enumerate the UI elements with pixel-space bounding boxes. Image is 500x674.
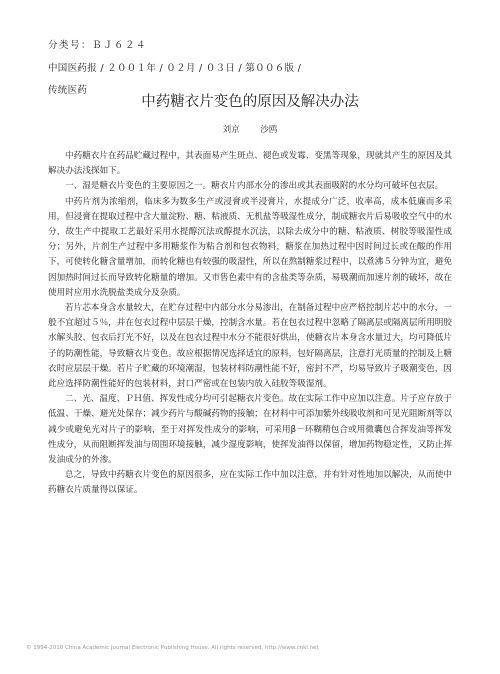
paragraph-intro: 中药糖衣片在药品贮藏过程中，其表面易产生斑点、褪色或发霉、变黑等现象，现就其产生的原因及其解决办法浅探如下。 (48, 151, 452, 177)
article-title: 中药糖衣片变色的原因及解决办法 (141, 94, 359, 110)
paragraph-extraction-syrup: 中药片剂为浓缩剂，临床多为数多生产或浸膏或半浸膏片，水提成分广泛，收率高，成本低廉而多采用，但浸膏在提取过程中含大量淀粉、糖、粘液质、无机盐等吸湿性成分，制成糖衣片后易吸收空气中的水分，故生产中提取工艺最好采用水提醇沉法或醇提水沉法，以除去成分中的糖、粘液质、树胶等吸湿性成分；另外，片剂生产过程中多用糖浆作为粘合剂和包衣物料，糖浆在加热过程中因时间过长或在酸的作用下，可使转化糖含量增加，而转化糖也有较强的吸湿性，所以在熬制糖浆过程中，以煮沸５分钟为宜，避免因加热时间过长而导致转化糖量的增加。又市售色素中有的含盐类等杂质，易吸潮而加速片剂的破坏，故在使用时应用水洗脱盐类成分及杂质。 (48, 196, 452, 298)
article-authors: 刘京 沙鸥 (222, 125, 278, 135)
classification-number: 分类号：ＢＪ６２４ (48, 40, 148, 51)
paragraph-tablet-core-moisture: 若片芯本身含水量较大，在贮存过程中内部分水分易渗出，在制备过程中应严格控制片芯中的水分，一般不宜超过５％，并在包衣过程中层层干燥，控制含水量。若在包衣过程中忽略了隔离层或隔离层所用明胶水解头胶、包衣后打光不好，以及在包衣过程中水分不能很好烘出，使糖衣片本身含水量过大，均可降低片子的防潮性能，导致糖衣片变色。故应根据情况选择适宜的原料，包好隔离层，注意打光质量的控制及上糖衣时应层层干燥。若片子贮藏的环境潮湿，包装材料防潮性能不好，密封不严，均易导致片子吸潮变色，因此应选择防潮性能好的包装材料，封口严密或在包装内放入硅胶等吸湿剂。 (48, 303, 452, 390)
section-label: 传统医药 (48, 85, 88, 96)
paragraph-cause-moisture: 一、湿是糖衣片变色的主要原因之一。糖衣片内部水分的渗出或其表面吸附的水分均可破坏包衣层。 (65, 181, 444, 192)
copyright-footer: © 1994-2010 China Academic Journal Electronic Publishing House. All rights reserved. http://www.cnki.net (26, 645, 319, 651)
journal-citation: 中国医药报 / ２００１年 / ０２月 / ０３日 / 第００６版 / (48, 63, 302, 74)
article-body (48, 149, 452, 499)
paragraph-light-temperature-ph: 二、光、温度、ＰＨ值、挥发性成分均可引起糖衣片变色。故在实际工作中应加以注意。片子应存放于低温、干燥、避光处保存；减少药片与酸碱药物的接触；在材料中可添加紫外线吸收剂和可见光阻断剂等以减少或避免光对片子的影响，至于对挥发性成分的影响，可采用β－环糊精包合或用微囊包合挥发油等挥发性成分，从而阻断挥发油与周围环境接触，减少湿度影响，使挥发油得以保留，增加药物稳定性，又防止挥发油成分的外渗。 (48, 394, 452, 466)
paragraph-conclusion: 总之，导致中药糖衣片变色的原因很多，应在实际工作中加以注意，并有针对性地加以解决，从而使中药糖衣片质量得以保证。 (48, 470, 452, 496)
